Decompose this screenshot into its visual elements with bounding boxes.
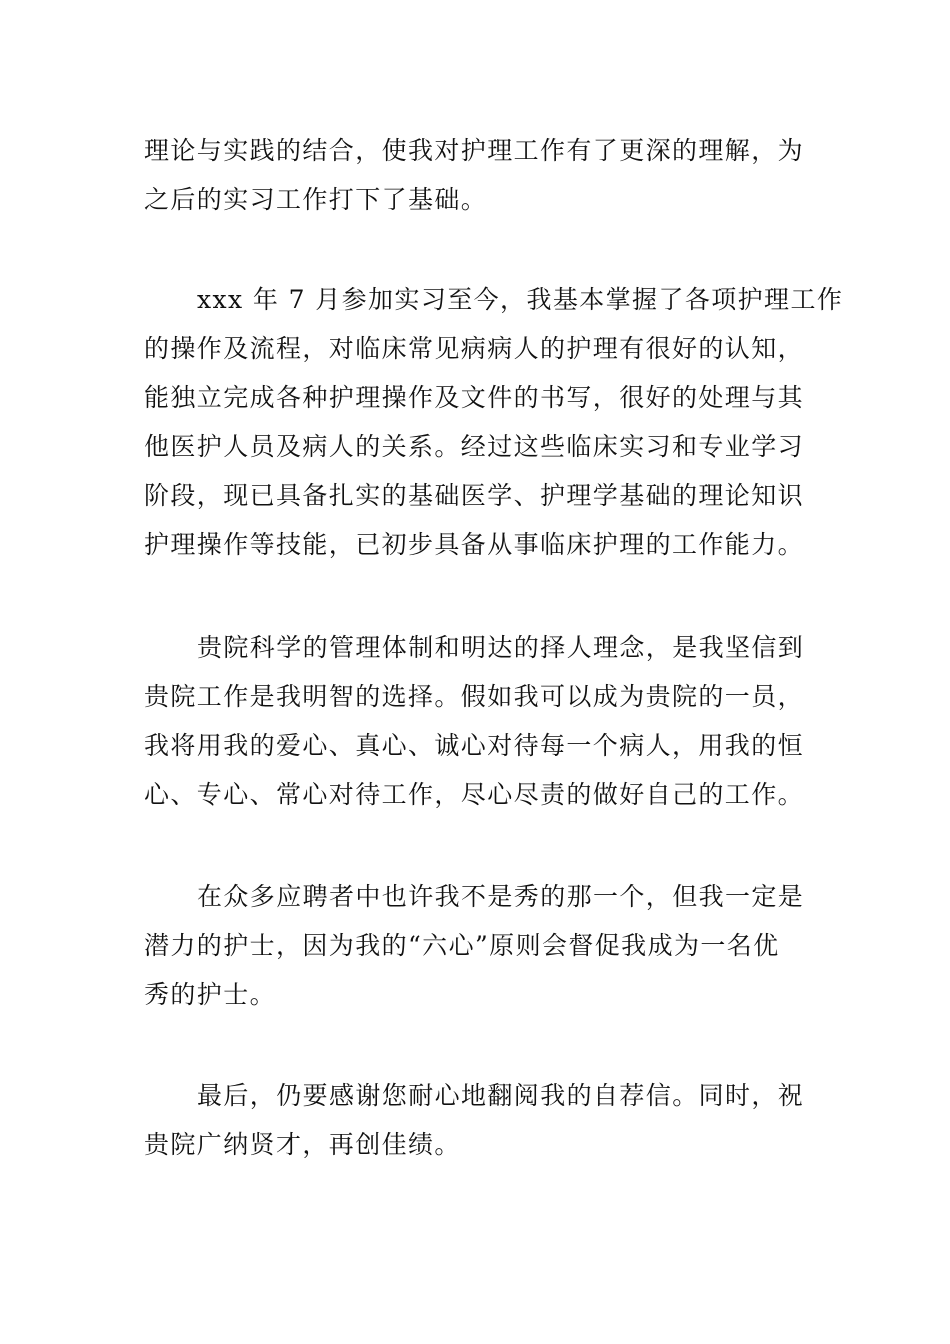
paragraph-3 [144,623,808,819]
paragraph-line: 心、专心、常心对待工作，尽心尽责的做好自己的工作。 [144,780,805,809]
paragraph-4 [144,872,808,1019]
paragraph-line: 之后的实习工作打下了基础。 [144,185,488,214]
paragraph-line: 护理操作等技能，已初步具备从事临床护理的工作能力。 [144,530,805,559]
paragraph-line: 的操作及流程，对临床常见病病人的护理有很好的认知， [144,334,805,363]
paragraph-line: 潜力的护士，因为我的“六心”原则会督促我成为一名优 [144,931,780,960]
paragraph-line: 秀的护士。 [144,980,277,1009]
paragraph-5 [144,1071,808,1169]
paragraph-line: 贵院工作是我明智的选择。假如我可以成为贵院的一员， [144,682,805,711]
paragraph-line: 他医护人员及病人的关系。经过这些临床实习和专业学习 [144,432,805,461]
paragraph-line: xxx 年 7 月参加实习至今，我基本掌握了各项护理工作 [197,285,844,314]
paragraph-line: 能独立完成各种护理操作及文件的书写，很好的处理与其 [144,383,805,412]
paragraph-line: 贵院科学的管理体制和明达的择人理念，是我坚信到 [197,633,805,662]
paragraph-line: 贵院广纳贤才，再创佳绩。 [144,1130,461,1159]
paragraph-line: 理论与实践的结合，使我对护理工作有了更深的理解，为 [144,136,805,165]
paragraph-2 [144,275,844,569]
paragraph-line: 阶段，现已具备扎实的基础医学、护理学基础的理论知识 [144,481,805,510]
paragraph-line: 我将用我的爱心、真心、诚心对待每一个病人，用我的恒 [144,731,805,760]
paragraph-line: 最后，仍要感谢您耐心地翻阅我的自荐信。同时，祝 [197,1081,805,1110]
paragraph-1 [144,126,808,224]
paragraph-line: 在众多应聘者中也许我不是秀的那一个，但我一定是 [197,882,805,911]
